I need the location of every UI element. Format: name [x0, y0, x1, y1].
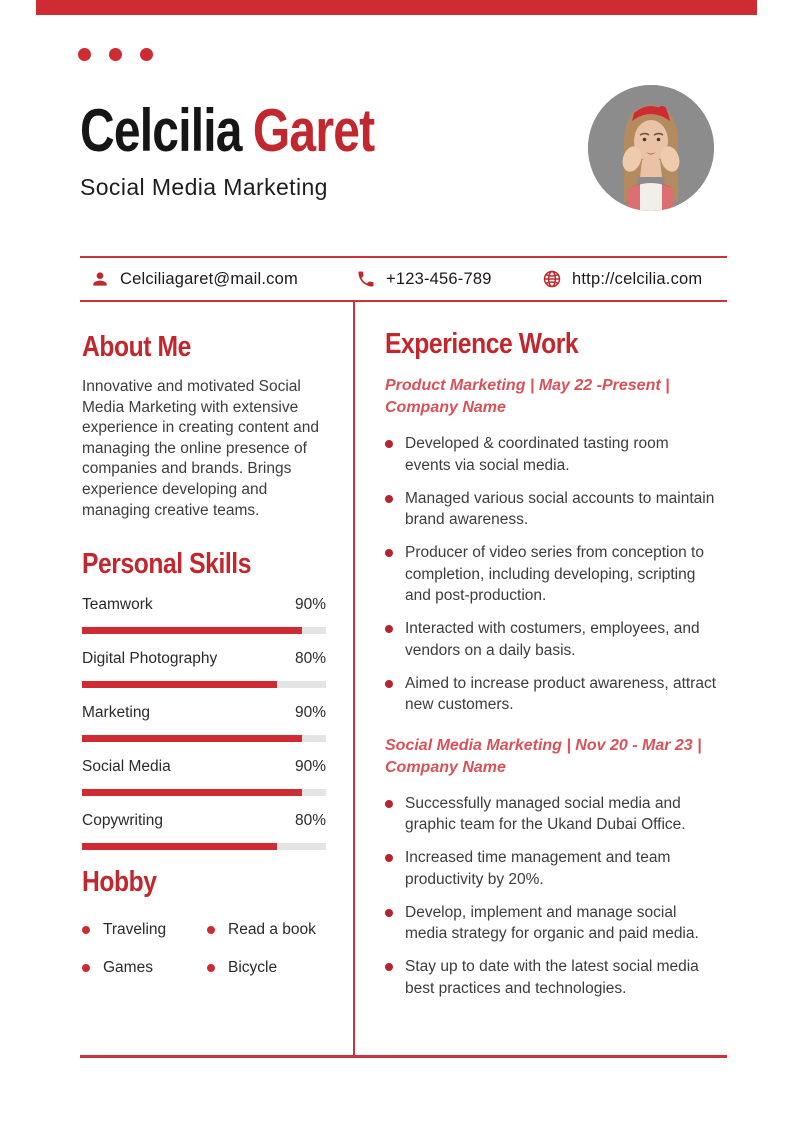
job-bullet	[385, 793, 719, 836]
contact-email	[90, 258, 298, 300]
skill-bar-fill	[82, 627, 302, 634]
job-subtitle: Social Media Marketing	[80, 174, 328, 200]
bullet-icon	[385, 440, 393, 448]
hobby-label: Read a book	[228, 921, 316, 939]
skill-item	[82, 758, 326, 796]
bullet-icon	[385, 680, 393, 688]
contact-phone	[356, 258, 492, 300]
hobby-item	[82, 921, 207, 939]
bullet-text: Aimed to increase product awareness, attract new customers.	[405, 674, 717, 713]
job-bullet	[385, 847, 719, 890]
skill-bar-fill	[82, 843, 277, 850]
experience-jobs	[385, 375, 719, 999]
bullet-text: Successfully managed social media and graphic team for the Ukand Dubai Office.	[405, 794, 686, 833]
decorative-dot	[140, 48, 153, 61]
skill-label: Copywriting	[82, 812, 163, 830]
hobby-item	[207, 921, 326, 939]
bullet-text: Increased time management and team productivity by 20%.	[405, 849, 671, 888]
skill-bar-track	[82, 681, 326, 688]
skill-row	[82, 758, 326, 776]
job-bullet	[385, 618, 719, 661]
skill-bar-fill	[82, 681, 277, 688]
about-text: Innovative and motivated Social Media Marketing with extensive experience in creating content and managing the online presence of companies and brands. Brings experience developing and managing creative teams.	[82, 378, 319, 519]
bullet-text: Develop, implement and manage social media strategy for organic and paid media.	[405, 903, 699, 942]
decorative-dot	[109, 48, 122, 61]
bullet-icon	[207, 964, 215, 972]
profile-photo	[588, 85, 714, 211]
website-text: http://celcilia.com	[572, 269, 703, 288]
job-entry	[385, 375, 719, 716]
skill-item	[82, 812, 326, 850]
job-title: Product Marketing | May 22 -Present | Company Name	[385, 377, 670, 416]
globe-icon	[542, 269, 562, 289]
job-bullet-list	[385, 433, 719, 716]
skill-percent: 90%	[294, 758, 326, 776]
bullet-icon	[207, 926, 215, 934]
job-entry	[385, 735, 719, 1000]
skill-row	[82, 650, 326, 668]
page-title	[80, 96, 374, 165]
left-column	[82, 331, 326, 977]
hobby-list	[82, 921, 326, 977]
skill-label: Marketing	[82, 704, 151, 722]
job-title: Social Media Marketing | Nov 20 - Mar 23 | Company Name	[385, 736, 702, 776]
bullet-text: Managed various social accounts to maintain brand awareness.	[405, 489, 715, 528]
skill-bar-fill	[82, 735, 302, 742]
job-bullet	[385, 433, 719, 476]
skill-bar-track	[82, 843, 326, 850]
job-bullet	[385, 673, 719, 716]
skill-bar-fill	[82, 789, 302, 796]
bullet-text: Developed & coordinated tasting room events via social media.	[405, 435, 669, 474]
skill-label: Social Media	[82, 758, 171, 776]
decorative-dot	[78, 48, 91, 61]
hobby-label: Games	[103, 959, 153, 977]
skill-bar-track	[82, 735, 326, 742]
hobby-heading: Hobby	[82, 866, 157, 899]
experience-heading: Experience Work	[385, 328, 579, 360]
hobby-label: Bicycle	[228, 959, 278, 977]
skill-bar-track	[82, 789, 326, 796]
skills-heading: Personal Skills	[82, 548, 252, 581]
skill-row	[82, 596, 326, 614]
phone-text: +123-456-789	[386, 269, 492, 288]
bullet-icon	[385, 854, 393, 862]
skill-label: Digital Photography	[82, 650, 218, 668]
skill-bar-track	[82, 627, 326, 634]
skill-row	[82, 704, 326, 722]
person-icon	[90, 269, 110, 289]
skill-percent: 80%	[294, 650, 326, 668]
contact-website	[542, 258, 702, 300]
bullet-text: Interacted with costumers, employees, and vendors on a daily basis.	[405, 620, 700, 659]
skills-list	[82, 596, 326, 850]
bullet-icon	[385, 963, 393, 971]
bullet-icon	[82, 964, 90, 972]
job-bullet	[385, 902, 719, 945]
top-accent-bar	[36, 0, 757, 15]
contact-bar	[80, 256, 727, 302]
skill-item	[82, 650, 326, 688]
first-name: Celcilia	[80, 97, 242, 164]
job-bullet	[385, 488, 719, 531]
hobby-item	[82, 959, 207, 977]
bullet-icon	[385, 549, 393, 557]
bullet-icon	[82, 926, 90, 934]
bullet-text: Stay up to date with the latest social media best practices and technologies.	[405, 958, 699, 997]
email-text: Celciliagaret@mail.com	[120, 269, 298, 288]
skill-percent: 90%	[294, 704, 326, 722]
job-bullet	[385, 542, 719, 607]
skill-label: Teamwork	[82, 596, 153, 614]
hobby-label: Traveling	[103, 921, 167, 939]
job-bullet	[385, 956, 719, 999]
last-name: Garet	[252, 97, 375, 164]
bullet-icon	[385, 625, 393, 633]
right-column	[385, 328, 719, 1011]
about-heading: About Me	[82, 331, 191, 363]
header	[80, 96, 448, 201]
job-bullet-list	[385, 793, 719, 1000]
bullet-icon	[385, 909, 393, 917]
bullet-icon	[385, 800, 393, 808]
avatar	[588, 85, 714, 211]
skill-row	[82, 812, 326, 830]
skill-item	[82, 704, 326, 742]
skill-percent: 90%	[294, 596, 326, 614]
bottom-border-line	[80, 1055, 727, 1058]
bullet-text: Producer of video series from conception to completion, including developing, scripting and post-production.	[405, 544, 704, 604]
phone-icon	[356, 269, 376, 289]
bullet-icon	[385, 495, 393, 503]
skill-item	[82, 596, 326, 634]
hobby-item	[207, 959, 326, 977]
decorative-dots	[78, 48, 153, 61]
skill-percent: 80%	[294, 812, 326, 830]
column-divider	[353, 302, 355, 1057]
